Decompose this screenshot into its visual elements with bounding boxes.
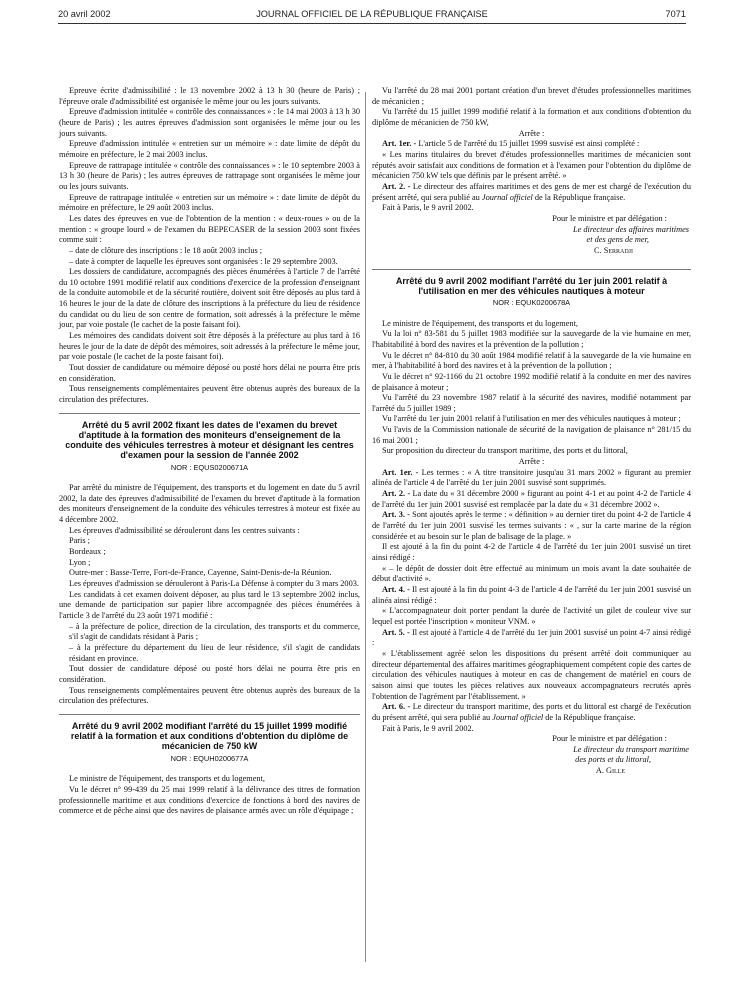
section-separator xyxy=(59,413,360,414)
article-label: Art. 6. - xyxy=(382,702,411,712)
paragraph: « L'établissement agréé selon les dispositions du présent arrêté doit communiquer au directeur départemental des affaires maritimes géographiquement compétent copie des cartes de circulation des véhicules nautiques à moteur en cas de changement de matériel en cours de saison ainsi que toutes les pièces relatives aux nouveaux accompagnateurs recrutés après l'obtention de l'agrément par l'établissement. » xyxy=(372,648,691,701)
arrete-label: Arrête : xyxy=(518,128,545,138)
dash-item: – à la préfecture de police, direction de la circulation, des transports et du commerce, s'il s'agit de candidats résidant à Paris ; xyxy=(69,621,360,642)
article-text: L'article 5 de l'arrêté du 15 juillet 1999 susvisé est ainsi complété : xyxy=(418,139,640,149)
paragraph: Les épreuves d'admissibilité se dérouleront dans les centres suivants : xyxy=(69,525,300,535)
article xyxy=(372,510,691,542)
list-item: Lyon ; xyxy=(69,557,91,567)
paragraph: Epreuve de rattrapage intitulée « entretien sur un mémoire » : date limite de dépôt du mémoire en préfecture, le 29 août 2003 inclus. xyxy=(59,192,360,213)
article-text: de la République française. xyxy=(545,712,636,722)
paragraph: Vu l'arrêté du 1er juin 2001 relatif à l'utilisation en mer des véhicules nautiques à moteur ; xyxy=(382,414,681,424)
header-page-number: 7071 xyxy=(665,9,686,19)
page-header xyxy=(58,9,686,23)
dash-item: – à la préfecture du département du lieu de leur résidence, s'il s'agit de candidats résidant en province. xyxy=(69,643,360,663)
header-journal-title: JOURNAL OFFICIEL DE LA RÉPUBLIQUE FRANÇAISE xyxy=(256,9,488,19)
nor-reference: NOR : EQUH0200677A xyxy=(170,753,249,763)
nor-reference: NOR : EQUK0200678A xyxy=(492,297,571,307)
paragraph: Vu le décret n° 92-1166 du 21 octobre 1992 modifié relatif à la conduite en mer des navires de plaisance à moteur ; xyxy=(372,371,691,392)
article xyxy=(372,628,691,649)
paragraph: Les dates des épreuves en vue de l'obtention de la mention : « deux-roues » ou de la mention : « groupe lourd » de l'examen du BEPECASER de la session 2003 sont fixées comme suit : xyxy=(59,213,360,245)
decree-title: Arrêté du 9 avril 2002 modifiant l'arrêté du 15 juillet 1999 modifié relatif à la formation et aux conditions d'obtention du diplôme de mécanicien de 750 kW xyxy=(70,720,349,752)
paragraph: Les mémoires des candidats doivent soit être déposés à la préfecture au plus tard à 16 heures le jour de la date de dépôt des mémoires, soit adressés à la préfecture le même jour, par voie postale (le cachet de la poste faisant foi). xyxy=(59,331,360,362)
list-item: Bordeaux ; xyxy=(69,547,106,557)
paragraph: « – le dépôt de dossier doit être effectué au minimum un mois avant la date souhaitée de début d'activité ». xyxy=(372,563,691,584)
paragraph: Epreuve de rattrapage intitulée « contrôle des connaissances » : le 10 septembre 2003 à 13 h 30 (heure de Paris) ; les autres épreuves de rattrapage sont organisées le même jour ou les jours suivants. xyxy=(59,160,360,191)
list-item: Paris ; xyxy=(69,536,90,546)
paragraph: Epreuve écrite d'admissibilité : le 13 novembre 2002 à 13 h 30 (heure de Paris) ; l'épreuve orale d'admissibilité est organisée le même jour ou les jours suivants. xyxy=(59,86,360,106)
journal-officiel-ref: Journal officiel xyxy=(492,712,544,722)
paragraph: « Les marins titulaires du brevet d'études professionnelles maritimes de mécanicien sont réputés avoir satisfait aux conditions de formation et à l'examen pour l'obtention du diplôme de mécanicien 750 kW tels que définis par le présent arrêté. » xyxy=(372,149,691,181)
arrete-label: Arrête : xyxy=(518,457,545,467)
paragraph: Tout dossier de candidature ou mémoire déposé ou posté hors délai ne pourra être pris en considération. xyxy=(59,363,360,383)
section-separator xyxy=(372,269,691,270)
paragraph: Par arrêté du ministre de l'équipement, des transports et du logement en date du 5 avril 2002, la date des épreuves d'admissibilité de l'examen du brevet d'aptitude à la formation des moniteurs d'enseignement de la conduite des véhicules terrestres à moteur est fixée au 4 décembre 2002. xyxy=(59,483,360,525)
header-rule xyxy=(58,23,686,24)
paragraph: « L'accompagnateur doit porter pendant la durée de l'activité un gilet de couleur vive sur lequel est portée l'inscription « moniteur VNM. » xyxy=(372,606,691,626)
article-label: Art. 1er. - xyxy=(382,139,417,149)
signatory-name: A. Gille xyxy=(595,766,625,776)
paragraph: Les épreuves d'admission se dérouleront à Paris-La Défense à compter du 3 mars 2003. xyxy=(69,579,359,589)
decree-title: Arrêté du 5 avril 2002 fixant les dates de l'examen du brevet d'aptitude à la formation des moniteurs d'enseignement de la conduite des véhicules terrestres à moteur et désignant les centres d'examen pour la session de l'année 2002 xyxy=(65,419,354,461)
paragraph: Vu l'arrêté du 28 mai 2001 portant création d'un brevet d'études professionnelles maritimes de mécanicien ; xyxy=(372,86,691,106)
right-column xyxy=(372,86,691,777)
paragraph: Vu la loi n° 83-581 du 5 juillet 1983 modifiée sur la sauvegarde de la vie humaine en mer, l'habitabilité à bord des navires et la prévention de la pollution ; xyxy=(372,329,691,349)
article-text: La date du « 31 décembre 2000 » figurant au point 4-1 et au point 4-2 de l'article 4 de l'arrêté du 1er juin 2001 susvisé est remplacée par la date du « 31 décembre 2002 ». xyxy=(372,489,691,509)
article-text: Les termes : « A titre transitoire jusqu'au 31 mars 2002 » figurant au premier alinéa de l'article 4 de l'arrêté du 1er juin 2001 susvisé sont supprimés. xyxy=(372,467,692,488)
paragraph: Les dossiers de candidature, accompagnés des pièces énumérées à l'article 7 de l'arrêté du 10 octobre 1991 modifié relatif aux conditions d'exercice de la profession d'enseignant de la conduite automobile et de la sécurité routière, doivent soit être déposés au plus tard à 16 heures le jour de la date de clôture des inscriptions à la préfecture du lieu de résidence du candidat ou du lieu de son centre de formation, soit adressés à la préfecture le même jour, par voie postale (le cachet de la poste faisant foi). xyxy=(59,267,360,330)
article-label: Art. 2. - xyxy=(382,181,411,191)
paragraph: Epreuve d'admission intitulée « entretien sur un mémoire » : date limite de dépôt du mémoire en préfecture, le 2 mai 2003 inclus. xyxy=(59,139,360,159)
paragraph: Tous renseignements complémentaires peuvent être obtenus auprès des bureaux de la circulation des préfectures. xyxy=(59,384,360,405)
article xyxy=(372,468,691,489)
dash-item: – date de clôture des inscriptions : le 18 août 2003 inclus ; xyxy=(69,245,263,255)
paragraph: Vu le décret n° 99-439 du 25 mai 1999 relatif à la délivrance des titres de formation professionnelle maritime et aux conditions d'exercice de fonctions à bord des navires de commerce et de pêche ainsi que des navires de plaisance armés avec un rôle d'équipage ; xyxy=(59,784,360,816)
article-label: Art. 4. - xyxy=(382,584,410,594)
paragraph: Tout dossier de candidature déposé ou posté hors délai ne pourra être pris en considération. xyxy=(59,664,360,684)
signature-line: Pour le ministre et par délégation : xyxy=(552,734,667,744)
article-label: Art. 1er. - xyxy=(382,467,419,477)
decree-title: Arrêté du 9 avril 2002 modifiant l'arrêté du 1er juin 2001 relatif à l'utilisation en mer des véhicules nautiques à moteur xyxy=(395,275,668,296)
list-item: Outre-mer : Basse-Terre, Fort-de-France, Cayenne, Saint-Denis-de-la Réunion. xyxy=(69,568,332,578)
header-date: 20 avril 2002 xyxy=(58,9,111,19)
paragraph: Tous renseignements complémentaires peuvent être obtenus auprès des bureaux de la circulation des préfectures. xyxy=(59,685,360,706)
paragraph: Vu le décret n° 84-810 du 30 août 1984 modifié relatif à la sauvegarde de la vie humaine en mer, à l'habitabilité à bord des navires et à la prévention de la pollution ; xyxy=(372,350,691,371)
signature-line: et des gens de mer, xyxy=(586,235,649,245)
paragraph: Le ministre de l'équipement, des transports et du logement, xyxy=(69,774,265,784)
signature-line: des ports et du littoral, xyxy=(575,755,651,765)
article-text: Le directeur du transport maritime, des ports et du littoral est chargé de l'exécution du présent arrêté, qui sera publié au xyxy=(372,702,691,722)
dash-item: – date à compter de laquelle les épreuves sont organisées : le 29 septembre 2003. xyxy=(69,256,338,266)
nor-reference: NOR : EQUS0200671A xyxy=(170,462,249,472)
section-separator xyxy=(59,714,360,715)
signature-line: Le directeur des affaires maritimes xyxy=(573,224,689,234)
signature-line: Le directeur du transport maritime xyxy=(573,744,689,754)
paragraph: Epreuve d'admission intitulée « contrôle des connaissances » : le 14 mai 2003 à 13 h 30 (heure de Paris) ; les autres épreuves d'admission sont organisées le même jour ou les jours suivants. xyxy=(59,107,360,138)
article-text: Le directeur des affaires maritimes et des gens de mer est chargé de l'exécution du présent arrêté, qui sera publié au xyxy=(372,181,691,202)
journal-officiel-ref: Journal officiel xyxy=(481,192,533,202)
signature-date: Fait à Paris, le 9 avril 2002. xyxy=(382,723,474,733)
paragraph: Vu l'avis de la Commission nationale de sécurité de la navigation de plaisance n° 281/15 du 16 mai 2001 ; xyxy=(372,425,691,445)
column-divider xyxy=(365,92,366,962)
article-text: de la République française. xyxy=(534,192,626,202)
paragraph: Le ministre de l'équipement, des transports et du logement, xyxy=(382,318,578,328)
paragraph: Les candidats à cet examen doivent déposer, au plus tard le 13 septembre 2002 inclus, une demande de participation sur papier libre accompagnée des pièces énumérées à l'article 3 de l'arrêté du 23 août 1971 modifié : xyxy=(59,589,360,621)
article-label: Art. 3. - xyxy=(382,510,410,520)
article xyxy=(372,139,691,150)
paragraph: Vu l'arrêté du 23 novembre 1987 relatif à la sécurité des navires, modifié notamment par l'arrêté du 5 juillet 1989 ; xyxy=(372,393,691,413)
left-column xyxy=(59,86,360,817)
article-label: Art. 2. - xyxy=(382,489,411,499)
article-label: Art. 5. - xyxy=(382,627,410,637)
signature-date: Fait à Paris, le 9 avril 2002. xyxy=(382,203,474,213)
paragraph: Vu l'arrêté du 15 juillet 1999 modifié relatif à la formation et aux conditions d'obtention du diplôme de mécanicien de 750 kW, xyxy=(372,107,691,127)
article xyxy=(372,585,691,606)
signature-line: Pour le ministre et par délégation : xyxy=(552,213,667,223)
paragraph: Sur proposition du directeur du transport maritime, des ports et du littoral, xyxy=(382,446,628,456)
paragraph: Il est ajouté à la fin du point 4-2 de l'article 4 de l'arrêté du 1er juin 2001 susvisé un tiret ainsi rédigé : xyxy=(372,542,691,562)
signatory-name: C. Serradji xyxy=(594,245,633,255)
article-text: Il est ajouté à l'article 4 de l'arrêté du 1er juin 2001 susvisé un point 4-7 ainsi rédigé : xyxy=(372,627,691,648)
article xyxy=(372,489,691,510)
article xyxy=(372,182,691,203)
article-text: Sont ajoutés après le terme : « définition » au dernier tiret du point 4-2 de l'article 4 de l'arrêté du 1er juin 2001 susvisé les termes suivants : « , sur la carte marine de la région considérée et au besoin sur le plan de balisage de la plage. » xyxy=(372,510,691,541)
article-text: Il est ajouté à la fin du point 4-3 de l'article 4 de l'arrêté du 1er juin 2001 susvisé un alinéa ainsi rédigé : xyxy=(372,584,691,605)
article xyxy=(372,702,691,723)
